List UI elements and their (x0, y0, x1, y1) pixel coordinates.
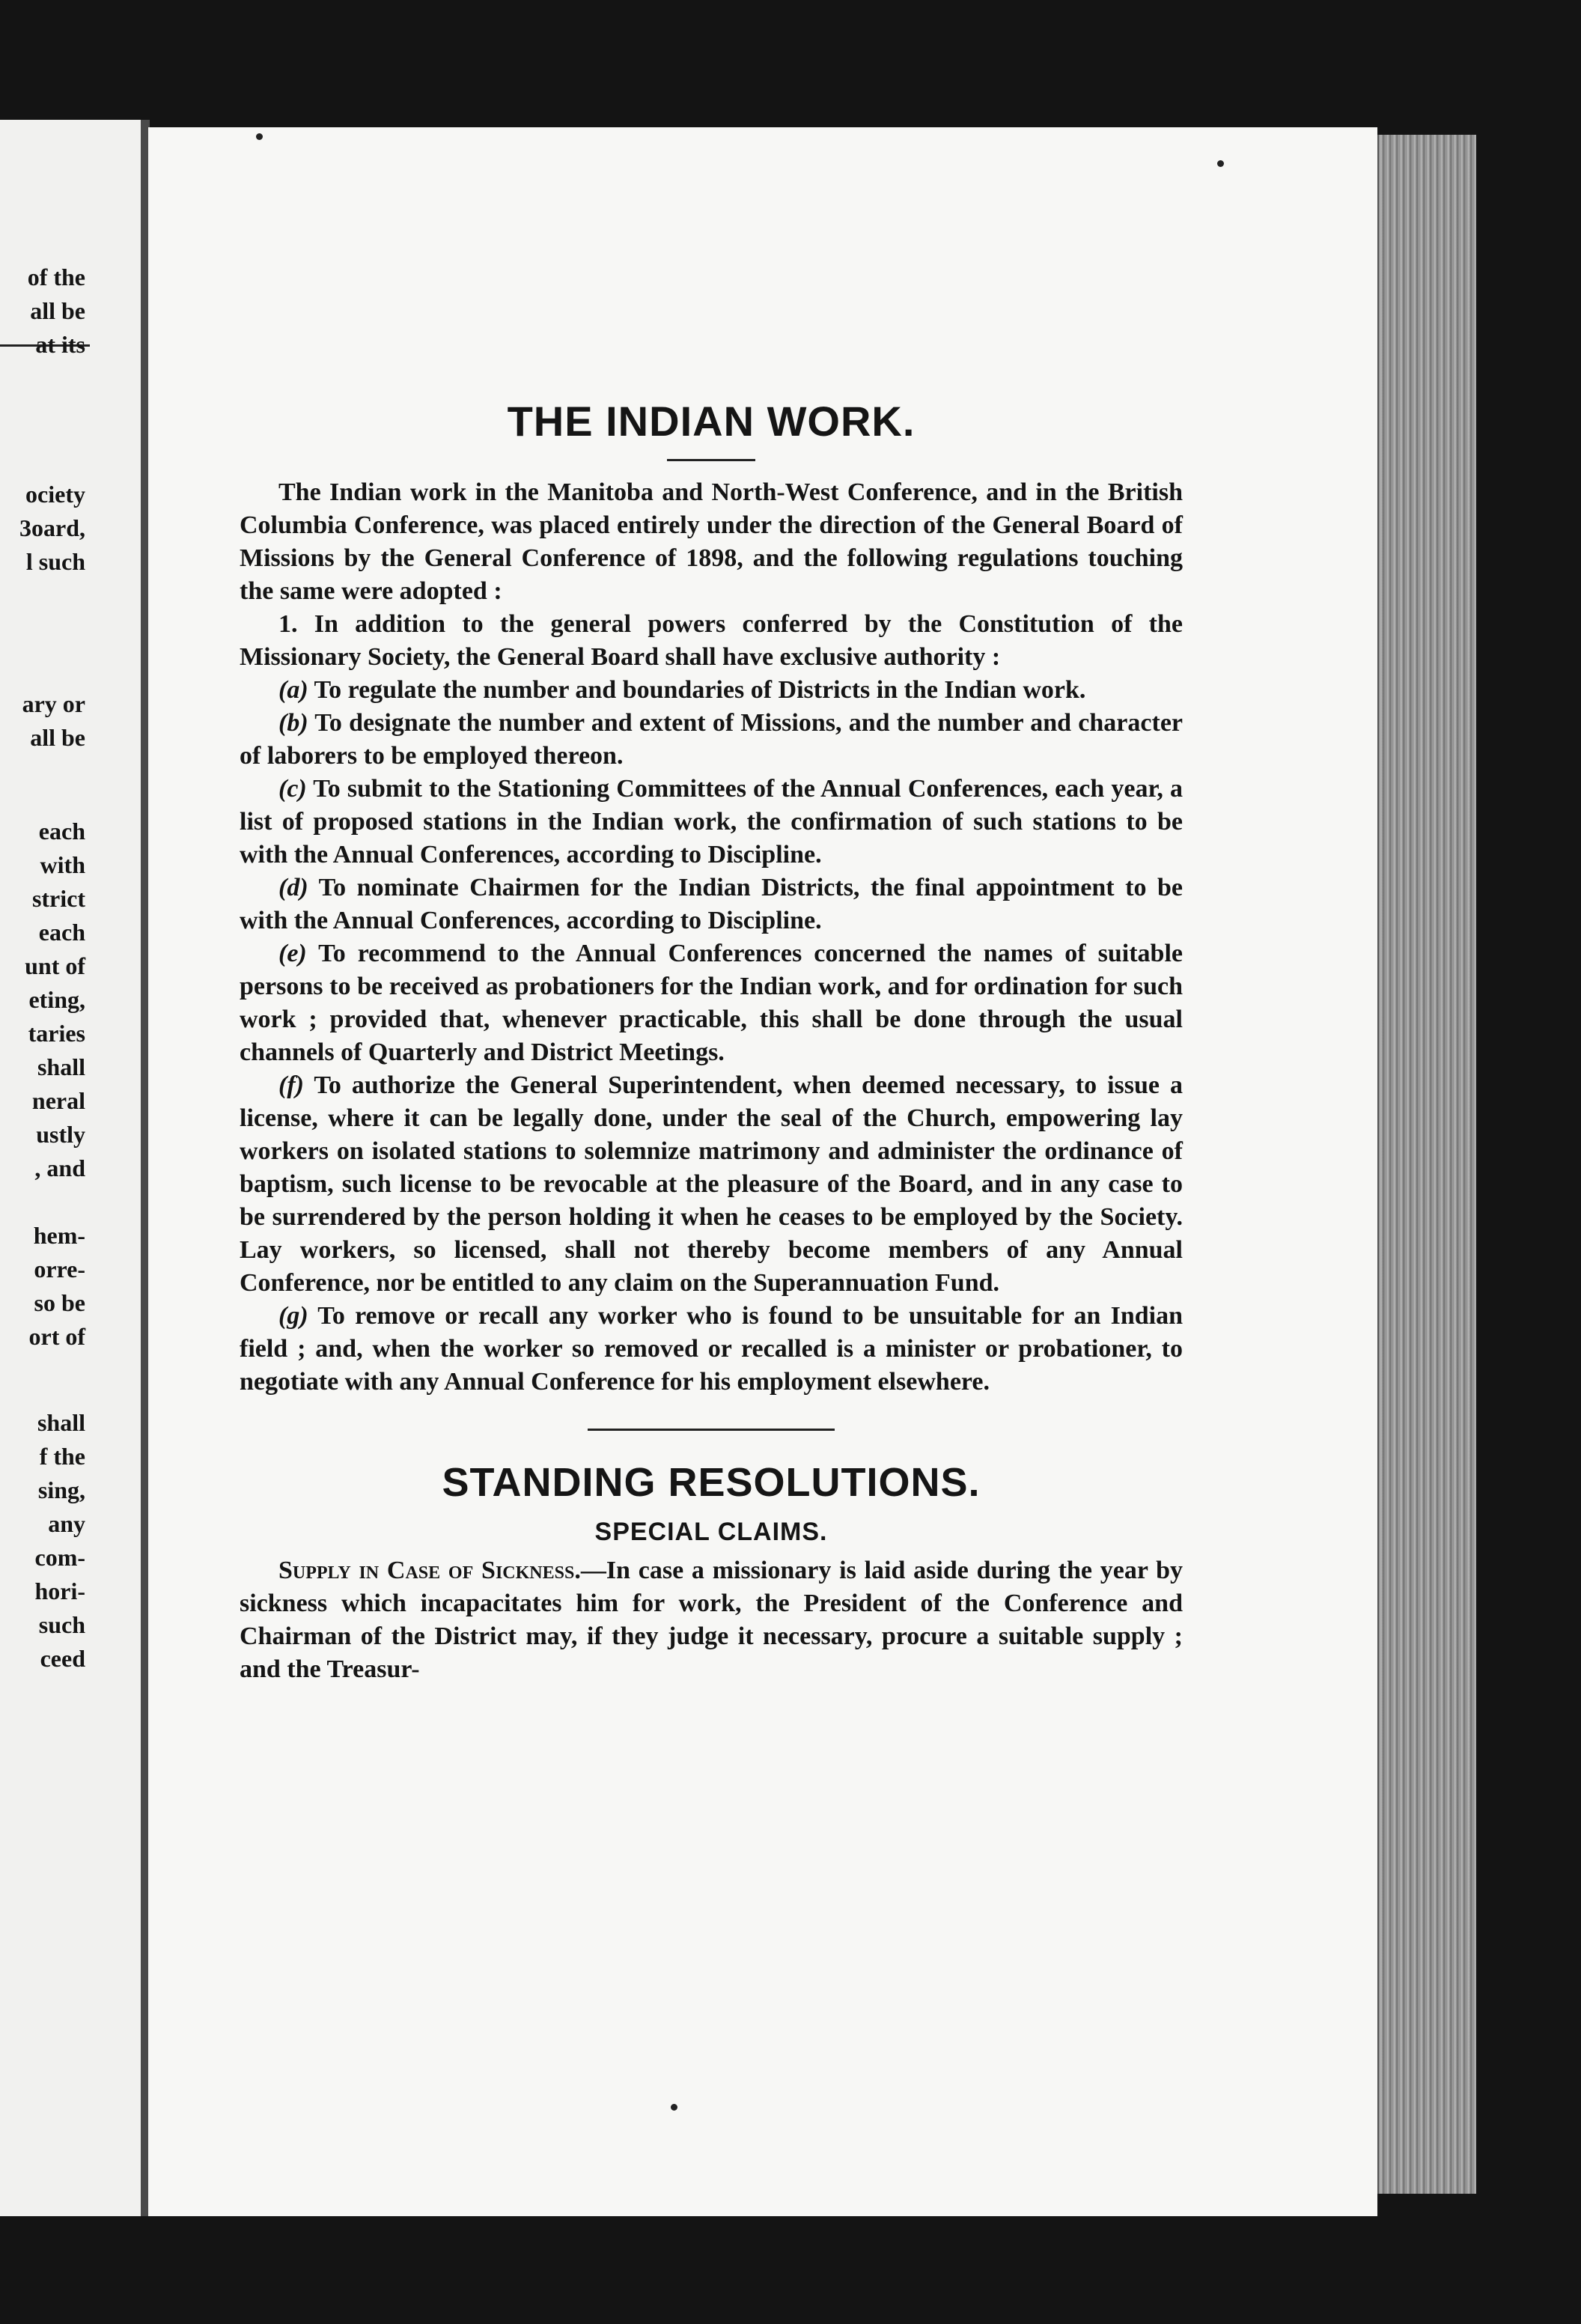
left-page-line: ceed (40, 1645, 85, 1672)
left-page (0, 120, 143, 2216)
intro-paragraph: The Indian work in the Manitoba and North-West Conference, and in the British Columbia Conference, was placed entirely under the direction of the General Board of Missions by the General Conference of 1898, and the following regulations touching the same were adopted : (240, 478, 1183, 605)
left-page-line: strict (31, 885, 85, 912)
left-page-line: each (38, 919, 85, 946)
left-page-line: ary or (22, 690, 85, 717)
standing-resolutions-title: STANDING RESOLUTIONS. (442, 1460, 981, 1505)
clause-text: To designate the number and extent of Missions, and the number and character of laborers to be employed thereon. (240, 709, 1183, 770)
clause-label: (d) (278, 874, 308, 901)
left-page-line: taries (28, 1020, 85, 1047)
speck-mark (256, 133, 263, 140)
left-page-line: f the (39, 1443, 85, 1470)
clause-g (240, 1300, 1183, 1399)
clause-text: To remove or recall any worker who is found to be unsuitable for an Indian field ; and, when the worker so removed or recalled is a minister or probationer, to negotiate with any Annual Conference for his employment elsewhere. (240, 1302, 1183, 1396)
clause-text: To authorize the General Superintendent, when deemed necessary, to issue a license, where it can be legally done, under the seal of the Church, empowering lay workers on isolated stations to solemnize matrimony and administer the ordinance of baptism, such license to be revocable at the pleasure of the Board, and in any case to be surrendered by the person holding it when he ceases to be employed by the Society. Lay workers, so licensed, shall not thereby become members of any Annual Conference, nor be entitled to any claim on the Superannuation Fund. (240, 1071, 1183, 1297)
left-page-line: orre- (34, 1256, 85, 1283)
left-page-line: shall (37, 1053, 85, 1080)
left-page-line: com- (34, 1544, 85, 1571)
sickness-paragraph (240, 1554, 1183, 1686)
left-page-line: ociety (25, 481, 85, 508)
left-page-line: , and (34, 1155, 85, 1181)
left-page-line: ustly (36, 1121, 85, 1148)
clause-text: To submit to the Stationing Committees of the Annual Conferences, each year, a list of proposed stations in the Indian work, the confirmation of such stations to be with the Annual Conferences, according to Discipline. (240, 775, 1183, 869)
left-page-line: neral (31, 1087, 85, 1114)
para-1: 1. In addition to the general powers conferred by the Constitution of the Missionary Society, the General Board shall have exclusive authority : (240, 610, 1183, 671)
indian-work-title: THE INDIAN WORK. (507, 398, 916, 445)
clause-text: To regulate the number and boundaries of Districts in the Indian work. (308, 676, 1086, 704)
left-page-line: 3oard, (19, 514, 85, 541)
left-page-line: each (38, 818, 85, 845)
title-rule (667, 459, 755, 461)
left-page-line: eting, (28, 986, 85, 1013)
left-page-line: shall (37, 1409, 85, 1436)
left-page-line: unt of (25, 952, 85, 979)
clause-label: (e) (278, 940, 307, 967)
left-page-line: hori- (34, 1578, 85, 1604)
left-page-line: so be (34, 1289, 85, 1316)
special-claims-heading: SPECIAL CLAIMS. (594, 1518, 828, 1546)
left-page-line: l such (25, 548, 85, 575)
clause-d (240, 872, 1183, 937)
speck-mark (1217, 160, 1224, 167)
clause-label: (a) (278, 676, 308, 704)
clause-e (240, 937, 1183, 1069)
clause-label: (f) (278, 1071, 304, 1099)
left-page-line: hem- (33, 1222, 85, 1249)
page-edges (1377, 135, 1476, 2194)
clause-label: (c) (278, 775, 307, 803)
clause-label: (g) (278, 1302, 308, 1330)
left-page-line: with (40, 851, 85, 878)
clause-b (240, 707, 1183, 773)
left-page-line: all be (30, 297, 85, 324)
clause-c (240, 773, 1183, 872)
left-page-line: sing, (37, 1476, 85, 1503)
main-content (240, 397, 1183, 1686)
clause-a (240, 674, 1183, 707)
clause-label: (b) (278, 709, 308, 737)
left-page-line: of the (27, 264, 85, 290)
clause-text: To recommend to the Annual Conferences concerned the names of suitable persons to be received as probationers for the Indian work, and for ordination for such work ; provided that, whenever practicable, this shall be done through the usual channels of Quarterly and District Meetings. (240, 940, 1183, 1066)
section-divider (588, 1429, 835, 1431)
sickness-text: —In case a missionary is laid aside during the year by sickness which incapacitates him for work, the President of the Conference and Chairman of the District may, if they judge it necessary, procure a suitable supply ; and the Treasur- (240, 1557, 1184, 1683)
left-page-line: such (38, 1611, 85, 1638)
left-page-line: any (48, 1510, 85, 1537)
sickness-lead: Supply in Case of Sickness. (278, 1557, 581, 1584)
clause-text: To nominate Chairmen for the Indian Districts, the final appointment to be with the Annual Conferences, according to Discipline. (240, 874, 1183, 934)
speck-mark (671, 2104, 677, 2111)
clause-f (240, 1069, 1183, 1300)
left-page-line: all be (30, 724, 85, 751)
left-page-line: ort of (28, 1323, 85, 1350)
left-page-line: at its (35, 331, 85, 358)
